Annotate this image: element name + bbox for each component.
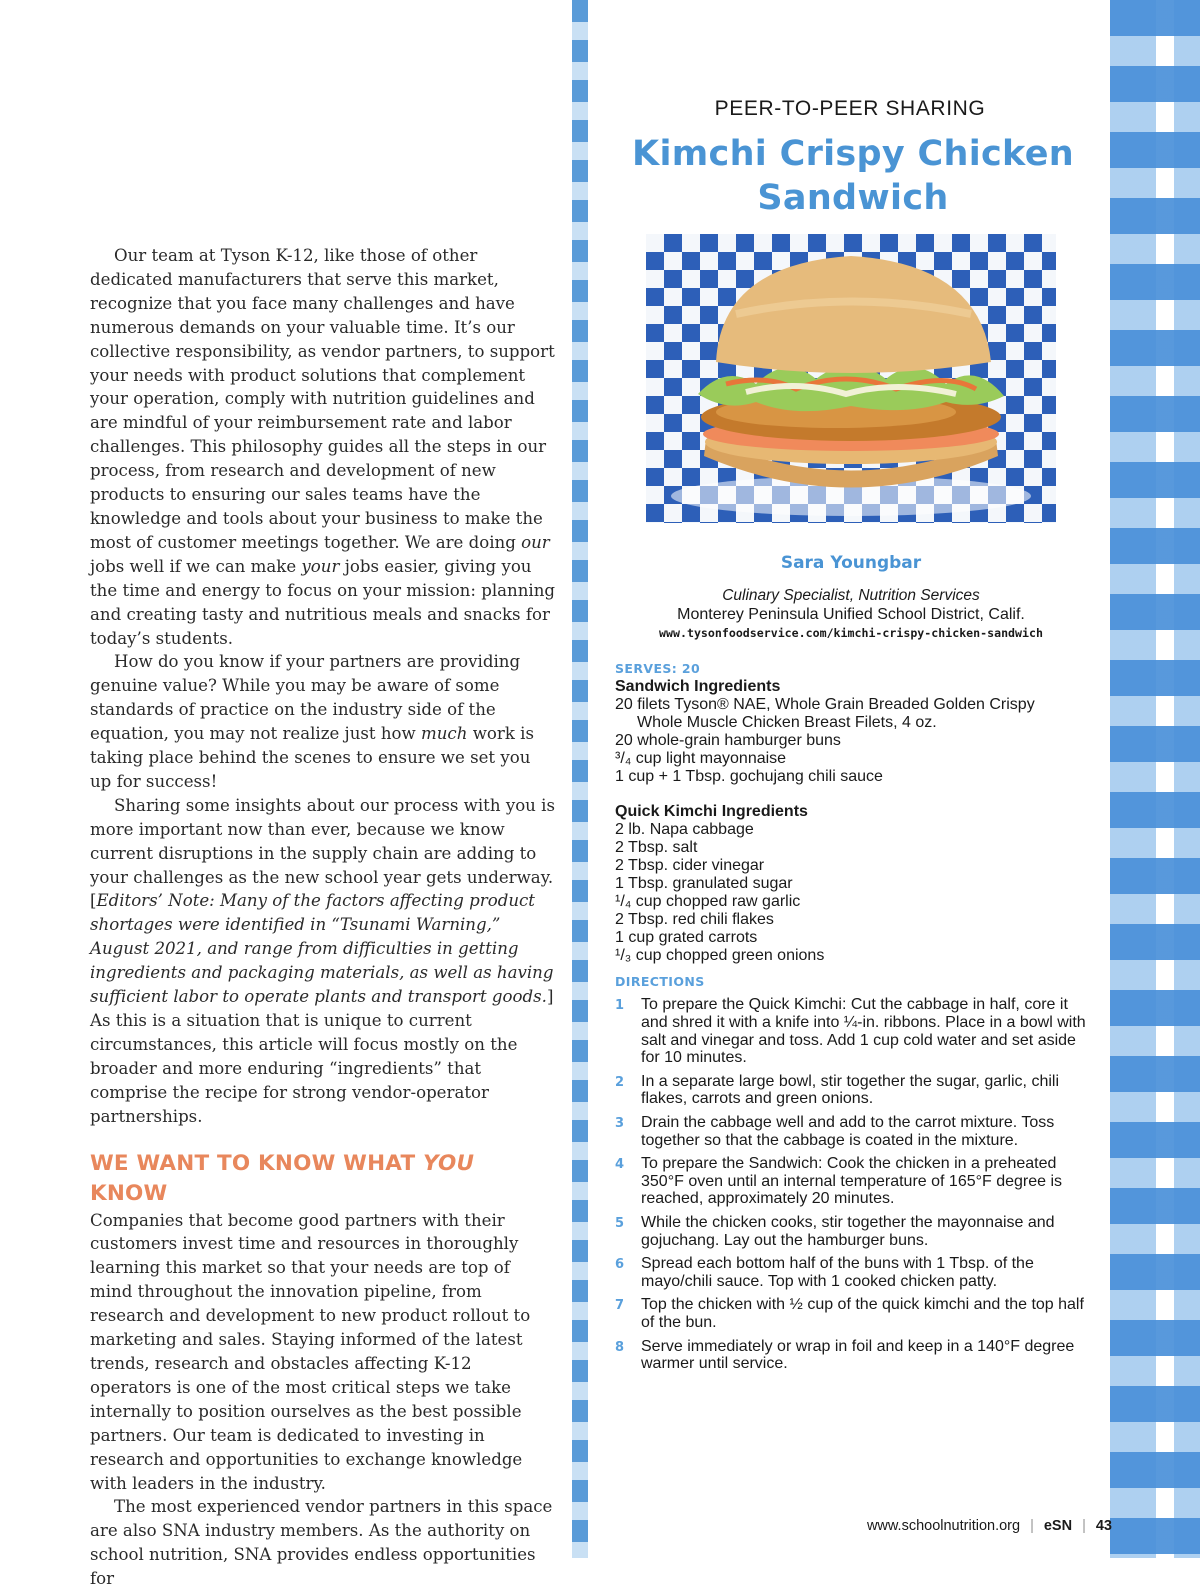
ingredient-line: 2 lb. Napa cabbage xyxy=(615,821,754,839)
ingredient-line: Whole Muscle Chicken Breast Filets, 4 oz. xyxy=(637,713,937,731)
direction-step xyxy=(615,1155,1095,1208)
step-number: 2 xyxy=(615,1074,625,1090)
ingredient-line: 2 Tbsp. red chili flakes xyxy=(615,910,774,928)
step-number: 3 xyxy=(615,1116,625,1132)
ingredient-line: 1 Tbsp. granulated sugar xyxy=(615,874,793,892)
sandwich-ingredients-heading: Sandwich Ingredients xyxy=(615,678,781,695)
author-role: Culinary Specialist, Nutrition Services xyxy=(722,587,980,604)
directions-label: DIRECTIONS xyxy=(615,974,705,990)
kimchi-ingredients-heading: Quick Kimchi Ingredients xyxy=(615,803,808,821)
sandwich-ingredients-list xyxy=(615,696,1095,786)
directions-list xyxy=(615,996,1095,1372)
footer-divider: | xyxy=(1082,1518,1086,1534)
step-number: 4 xyxy=(615,1157,625,1173)
author-name: Sara Youngbar xyxy=(780,553,922,573)
author-organization: Monterey Peninsula Unified School District, Calif. xyxy=(677,606,1025,623)
ingredient-line: 2 Tbsp. cider vinegar xyxy=(615,857,765,875)
page-number: 43 xyxy=(1095,1518,1112,1534)
direction-step xyxy=(615,1214,1095,1249)
footer-divider: | xyxy=(1030,1518,1034,1534)
section-heading: WE WANT TO KNOW WHAT YOU KNOW xyxy=(90,1150,475,1206)
sandwich-photo xyxy=(646,234,1056,523)
article-paragraph-4: Companies that become good partners with their customers invest time and resources in thoroughly learning this market so that your needs are top of mind throughout the innovation pipeline, from research and development to new product rollout to marketing and sales. Staying informed of the latest trends, research and obstacles affecting K-12 operators is one of the most critical steps we take internally to position ourselves as the best possible partners. Our team is dedicated to investing in research and opportunities to exchange knowledge with leaders in the industry. xyxy=(90,1210,531,1493)
step-text: Top the chicken with ½ cup of the quick kimchi and the top half of the bun. xyxy=(641,1296,1084,1331)
article-paragraph-3: Sharing some insights about our process with you is more important now than ever, because we know current disruptions in the supply chain are adding to your challenges as the new school year gets underway. [Editors’ Note: Many of the factors affecting product shortages were identified in “Tsunami Warning,” August 2021, and range from difficulties in getting ingredients and packaging materials, as well as having sufficient labor to operate plants and transport goods.] As this is a situation that is unique to current circumstances, this article will focus mostly on the broader and more enduring “ingredients” that comprise the recipe for strong vendor-operator partnerships. xyxy=(90,795,555,1126)
spacer xyxy=(615,785,1095,803)
step-number: 6 xyxy=(615,1257,625,1273)
article-body xyxy=(90,244,556,1591)
direction-step xyxy=(615,1255,1095,1290)
recipe-url-link[interactable]: www.tysonfoodservice.com/kimchi-crispy-chicken-sandwich xyxy=(659,626,1043,640)
step-text: Drain the cabbage well and add to the carrot mixture. Toss together so that the cabbage is coated in the mixture. xyxy=(641,1114,1055,1149)
direction-step xyxy=(615,1073,1095,1108)
step-number: 1 xyxy=(615,998,625,1014)
direction-step xyxy=(615,1338,1095,1373)
step-text: Spread each bottom half of the buns with 1 Tbsp. of the mayo/chili sauce. Top with 1 cooked chicken patty. xyxy=(641,1255,1034,1290)
article-paragraph-2: How do you know if your partners are providing genuine value? While you may be aware of some standards of practice on the industry side of the equation, you may not realize just how much work is taking place behind the scenes to ensure we set you up for success! xyxy=(90,652,534,791)
direction-step xyxy=(615,996,1095,1066)
step-number: 7 xyxy=(615,1298,625,1314)
step-text: While the chicken cooks, stir together the mayonnaise and gojuchang. Lay out the hamburger buns. xyxy=(641,1214,1055,1249)
ingredient-line: 20 whole-grain hamburger buns xyxy=(615,731,841,749)
step-text: To prepare the Sandwich: Cook the chicken in a preheated 350°F oven until an internal temperature of 165°F degree is reached, approximately 20 minutes. xyxy=(641,1155,1063,1208)
sandwich-illustration xyxy=(646,234,1056,523)
ingredient-line: ³/₄ cup light mayonnaise xyxy=(615,749,787,767)
page-footer xyxy=(867,1518,1112,1534)
direction-step xyxy=(615,1296,1095,1331)
serves-label: SERVES: 20 xyxy=(615,661,701,676)
right-checker-border xyxy=(1110,0,1200,1558)
article-paragraph-1: Our team at Tyson K-12, like those of other dedicated manufacturers that serve this market, recognize that you face many challenges and have numerous demands on your valuable time. It’s our collective responsibility, as vendor partners, to support your needs with product solutions that complement your operation, comply with nutrition guidelines and are mindful of your reimbursement rate and labor challenges. This philosophy guides all the steps in our process, from research and development of new products to ensuring our sales teams have the knowledge and tools about your business to make the most of customer meetings together. We are doing our jobs well if we can make your jobs easier, giving you the time and energy to focus on your mission: planning and creating tasty and nutritious meals and snacks for today’s students. xyxy=(90,246,556,648)
ingredient-line: 20 filets Tyson® NAE, Whole Grain Breaded Golden Crispy xyxy=(615,695,1035,713)
ingredient-line: ¹/₃ cup chopped green onions xyxy=(615,946,825,964)
ingredient-line: ¹/₄ cup chopped raw garlic xyxy=(615,892,801,910)
step-number: 8 xyxy=(615,1339,625,1355)
ingredient-line: 2 Tbsp. salt xyxy=(615,839,698,857)
recipe-title: Kimchi Crispy Chicken Sandwich xyxy=(632,134,1074,218)
article-paragraph-5: The most experienced vendor partners in this space are also SNA industry members. As the authority on school nutrition, SNA provides endless opportunities for xyxy=(90,1497,553,1589)
section-kicker: PEER-TO-PEER SHARING xyxy=(714,97,986,120)
ingredient-line: 1 cup grated carrots xyxy=(615,928,758,946)
kimchi-ingredients-list xyxy=(615,821,1095,964)
footer-site-link[interactable]: www.schoolnutrition.org xyxy=(866,1518,1021,1534)
direction-step xyxy=(615,1114,1095,1149)
step-text: To prepare the Quick Kimchi: Cut the cabbage in half, core it and shred it with a knife into ¼-in. ribbons. Place in a bowl with salt and vinegar and toss. Add 1 cup cold water and set aside for 10 minutes. xyxy=(641,996,1086,1067)
step-text: In a separate large bowl, stir together the sugar, garlic, chili flakes, carrots and green onions. xyxy=(641,1072,1059,1108)
step-text: Serve immediately or wrap in foil and keep in a 140°F degree warmer until service. xyxy=(641,1337,1075,1373)
center-checker-stripe xyxy=(572,0,588,1558)
footer-brand: eSN xyxy=(1043,1518,1073,1534)
ingredient-line: 1 cup + 1 Tbsp. gochujang chili sauce xyxy=(615,767,883,785)
recipe-body xyxy=(615,660,1095,1379)
step-number: 5 xyxy=(615,1216,625,1232)
